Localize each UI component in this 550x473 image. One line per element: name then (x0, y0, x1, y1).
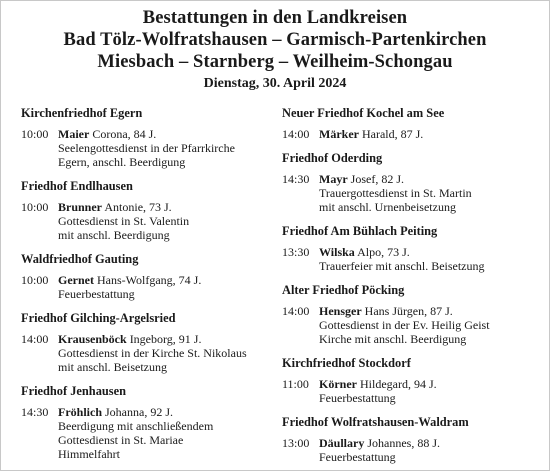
cemetery-name: Friedhof Wolfratshausen-Waldram (282, 415, 469, 429)
deceased-name-line (319, 172, 550, 186)
burial-time: 14:00 (282, 127, 310, 141)
deceased-surname: Krausenböck (58, 332, 127, 346)
burial-entry (282, 436, 550, 464)
deceased-surname: Mayr (319, 172, 348, 186)
burial-time: 14:30 (282, 172, 310, 186)
burial-entry (21, 405, 283, 461)
burial-time: 14:30 (21, 405, 49, 419)
burial-details (319, 304, 550, 346)
cemetery-name: Friedhof Jenhausen (21, 384, 126, 398)
cemetery-name: Waldfriedhof Gauting (21, 252, 139, 266)
cemetery-section (21, 383, 283, 461)
deceased-surname: Hensger (319, 304, 362, 318)
deceased-given-name-age: Hildegard, 94 J. (357, 377, 437, 391)
deceased-given-name-age: Antonie, 73 J. (102, 200, 172, 214)
header-date: Dienstag, 30. April 2024 (203, 76, 347, 91)
burial-entry (21, 200, 283, 242)
header-title-line-1: Bestattungen in den Landkreisen (142, 8, 408, 28)
service-detail-line: Gottesdienst in St. Mariae (58, 433, 184, 447)
service-detail-line: mit anschl. Beerdigung (58, 228, 170, 242)
cemetery-section (282, 105, 550, 141)
burial-details (58, 405, 283, 461)
burial-time: 10:00 (21, 127, 49, 141)
service-detail-line: mit anschl. Urnenbeisetzung (319, 200, 456, 214)
cemetery-section (282, 282, 550, 346)
burial-details (319, 245, 550, 273)
service-detail-line: Feuerbestattung (58, 287, 135, 301)
deceased-surname: Körner (319, 377, 357, 391)
burial-details (58, 200, 283, 242)
burial-time: 13:30 (282, 245, 310, 259)
burial-time: 14:00 (21, 332, 49, 346)
cemetery-name: Alter Friedhof Pöcking (282, 283, 405, 297)
listing-header (1, 1, 549, 93)
deceased-surname: Wilska (319, 245, 355, 259)
cemetery-name: Friedhof Endlhausen (21, 179, 133, 193)
cemetery-name: Neuer Friedhof Kochel am See (282, 106, 445, 120)
deceased-surname: Maier (58, 127, 90, 141)
deceased-given-name-age: Johanna, 92 J. (102, 405, 173, 419)
burial-details (319, 436, 550, 464)
header-title-line-3: Miesbach – Starnberg – Weilheim-Schongau (97, 52, 453, 72)
burial-details (319, 127, 550, 141)
burial-details (319, 377, 550, 405)
deceased-surname: Fröhlich (58, 405, 102, 419)
burial-entry (282, 172, 550, 214)
burial-details (58, 273, 283, 301)
deceased-given-name-age: Josef, 82 J. (347, 172, 404, 186)
service-detail-line: Feuerbestattung (319, 450, 396, 464)
cemetery-section (282, 414, 550, 464)
service-detail-line: Seelengottesdienst in der Pfarrkirche (58, 141, 235, 155)
service-detail-line: Gottesdienst in der Kirche St. Nikolaus (58, 346, 247, 360)
deceased-name-line (319, 127, 550, 141)
service-detail-line: Egern, anschl. Beerdigung (58, 155, 186, 169)
service-detail-line: Himmelfahrt (58, 447, 120, 461)
deceased-name-line (58, 200, 283, 214)
burial-entry (21, 332, 283, 374)
deceased-name-line (58, 405, 283, 419)
cemetery-name: Friedhof Am Bühlach Peiting (282, 224, 438, 238)
cemetery-section (282, 223, 550, 273)
burial-details (58, 127, 283, 169)
service-detail-line: Trauerfeier mit anschl. Beisetzung (319, 259, 485, 273)
service-detail-line: Gottesdienst in der Ev. Heilig Geist (319, 318, 490, 332)
burial-time: 10:00 (21, 273, 49, 287)
deceased-name-line (58, 332, 283, 346)
deceased-given-name-age: Alpo, 73 J. (354, 245, 410, 259)
cemetery-section (21, 310, 283, 374)
cemetery-name: Friedhof Gilching-Argelsried (21, 311, 176, 325)
service-detail-line: Feuerbestattung (319, 391, 396, 405)
burial-details (58, 332, 283, 374)
cemetery-section (282, 150, 550, 214)
service-detail-line: Kirche mit anschl. Beerdigung (319, 332, 467, 346)
cemetery-section (21, 178, 283, 242)
service-detail-line: Beerdigung mit anschließendem (58, 419, 214, 433)
deceased-given-name-age: Harald, 87 J. (358, 127, 424, 141)
deceased-name-line (58, 273, 283, 287)
service-detail-line: Trauergottesdienst in St. Martin (319, 186, 472, 200)
deceased-given-name-age: Corona, 84 J. (89, 127, 157, 141)
burial-entry (282, 127, 550, 141)
deceased-surname: Märker (319, 127, 359, 141)
cemetery-name: Kirchfriedhof Stockdorf (282, 356, 411, 370)
service-detail-line: Gottesdienst in St. Valentin (58, 214, 190, 228)
deceased-given-name-age: Ingeborg, 91 J. (126, 332, 202, 346)
burial-details (319, 172, 550, 214)
burial-entry (282, 377, 550, 405)
deceased-name-line (319, 245, 550, 259)
deceased-name-line (58, 127, 283, 141)
cemetery-name: Friedhof Oderding (282, 151, 383, 165)
burial-time: 14:00 (282, 304, 310, 318)
cemetery-section (282, 355, 550, 405)
burial-entry (282, 245, 550, 273)
burial-time: 10:00 (21, 200, 49, 214)
deceased-surname: Däullary (319, 436, 365, 450)
deceased-surname: Gernet (58, 273, 94, 287)
deceased-name-line (319, 436, 550, 450)
deceased-given-name-age: Johannes, 88 J. (364, 436, 441, 450)
cemetery-section (21, 251, 283, 301)
cemetery-section (21, 105, 283, 169)
deceased-surname: Brunner (58, 200, 103, 214)
burial-entry (21, 127, 283, 169)
burial-time: 13:00 (282, 436, 310, 450)
burial-entry (21, 273, 283, 301)
deceased-given-name-age: Hans-Wolfgang, 74 J. (93, 273, 202, 287)
service-detail-line: mit anschl. Beisetzung (58, 360, 167, 374)
right-column (282, 105, 550, 473)
deceased-given-name-age: Hans Jürgen, 87 J. (361, 304, 453, 318)
deceased-name-line (319, 377, 550, 391)
burial-entry (282, 304, 550, 346)
header-title-line-2: Bad Tölz-Wolfratshausen – Garmisch-Partenkirchen (63, 30, 487, 50)
left-column (21, 105, 283, 470)
deceased-name-line (319, 304, 550, 318)
cemetery-name: Kirchenfriedhof Egern (21, 106, 143, 120)
burial-time: 11:00 (282, 377, 309, 391)
